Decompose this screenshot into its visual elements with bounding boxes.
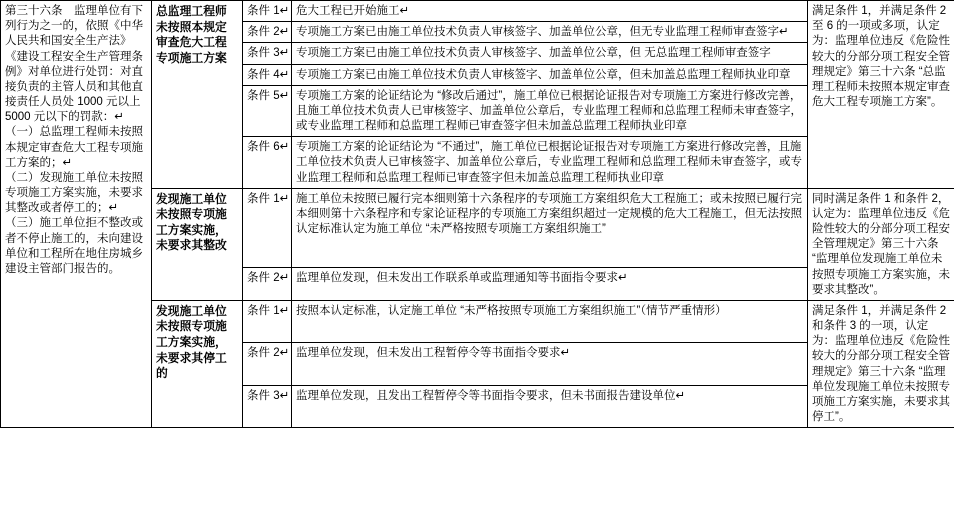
condition-label: 条件 3↵: [243, 385, 292, 427]
conclusion-1-text: 满足条件 1，并满足条件 2 至 6 的一项或多项，认定为：监理单位违反《危险性较大的分部分项工程安全管理规定》第三十六条 “总监理工程师未按照本规定审查危大工程专项施工方案”。: [812, 5, 950, 109]
condition-text: 监理单位发现，且发出工程暂停令等书面指令要求，但未书面报告建设单位↵: [292, 385, 808, 427]
condition-text: 按照本认定标准，认定施工单位 “未严格按照专项施工方案组织施工”（情节严重情形）: [292, 300, 808, 342]
condition-label: 条件 6↵: [243, 137, 292, 189]
condition-label: 条件 1↵: [243, 1, 292, 22]
condition-label: 条件 2↵: [243, 22, 292, 43]
condition-text: 专项施工方案的论证结论为 “不通过”，施工单位已根据论证报告对专项施工方案进行修改完善，且施工单位技术负责人已审核签字、加盖单位公章后，专业监理工程师和总监理工程师未审查签字，或专业监理工程师和总监理工程师已审查签字但未加盖总监理工程师执业印章: [292, 137, 808, 189]
condition-label: 条件 1↵: [243, 188, 292, 268]
condition-text: 专项施工方案已由施工单位技术负责人审核签字、加盖单位公章，但 无总监理工程师审查签字: [292, 43, 808, 64]
condition-label: 条件 1↵: [243, 300, 292, 342]
condition-label: 条件 4↵: [243, 64, 292, 85]
condition-label: 条件 2↵: [243, 343, 292, 385]
law-text-cell: [1, 1, 152, 428]
condition-label: 条件 5↵: [243, 85, 292, 137]
violation-category-2: 发现施工单位未按照专项施工方案实施，未要求其整改: [152, 188, 243, 300]
condition-label: 条件 3↵: [243, 43, 292, 64]
condition-text: 监理单位发现，但未发出工程暂停令等书面指令要求↵: [292, 343, 808, 385]
condition-label: 条件 2↵: [243, 268, 292, 301]
condition-text: 危大工程已开始施工↵: [292, 1, 808, 22]
table-row: [1, 1, 954, 22]
violation-category-1: 总监理工程师未按照本规定审查危大工程专项施工方案: [152, 1, 243, 189]
condition-text: 监理单位发现，但未发出工作联系单或监理通知等书面指令要求↵: [292, 268, 808, 301]
condition-text: 专项施工方案已由施工单位技术负责人审核签字、加盖单位公章，但未加盖总监理工程师执业印章: [292, 64, 808, 85]
violation-category-3: 发现施工单位未按照专项施工方案实施，未要求其停工的: [152, 300, 243, 427]
conclusion-2: 同时满足条件 1 和条件 2，认定为：监理单位违反《危险性较大的分部分项工程安全管理规定》第三十六条 “监理单位发现施工单位未按照专项施工方案实施，未要求其整改”。: [808, 188, 954, 300]
conclusion-1: [808, 1, 954, 189]
law-text: 第三十六条 监理单位有下列行为之一的，依照《中华人民共和国安全生产法》《建设工程安全生产管理条例》对单位进行处罚：对直接负责的主管人员和其他直接责任人员处 1000 元以上 5000 元以下的罚款：↵ （一）总监理工程师未按照本规定审查危大工程专项施工方案的；↵ （二）发现施工单位未按照专项施工方案实施，未要求其整改或者停工的；↵ （三）施工单位拒不整改或者不停止施工的，未向建设单位和工程所在地住房城乡建设主管部门报告的。: [5, 5, 143, 275]
condition-text: 施工单位未按照已履行完本细则第十六条程序的专项施工方案组织危大工程施工；或未按照已履行完本细则第十六条程序和专家论证程序的专项施工方案组织超过一定规模的危大工程施工，但无法按照认定标准认定为施工单位 “未严格按照专项施工方案组织施工”: [292, 188, 808, 268]
condition-text: 专项施工方案的论证结论为 “修改后通过”，施工单位已根据论证报告对专项施工方案进行修改完善，且施工单位技术负责人已审核签字、加盖单位公章后，专业监理工程师和总监理工程师未审查签字，或专业监理工程师和总监理工程师已审查签字但未加盖总监理工程师执业印章: [292, 85, 808, 137]
conclusion-3: 满足条件 1，并满足条件 2 和条件 3 的一项，认定为：监理单位违反《危险性较大的分部分项工程安全管理规定》第三十六条 “监理单位发现施工单位未按照专项施工方案实施，未要求其停工”。: [808, 300, 954, 427]
condition-text: 专项施工方案已由施工单位技术负责人审核签字、加盖单位公章，但无专业监理工程师审查签字↵: [292, 22, 808, 43]
